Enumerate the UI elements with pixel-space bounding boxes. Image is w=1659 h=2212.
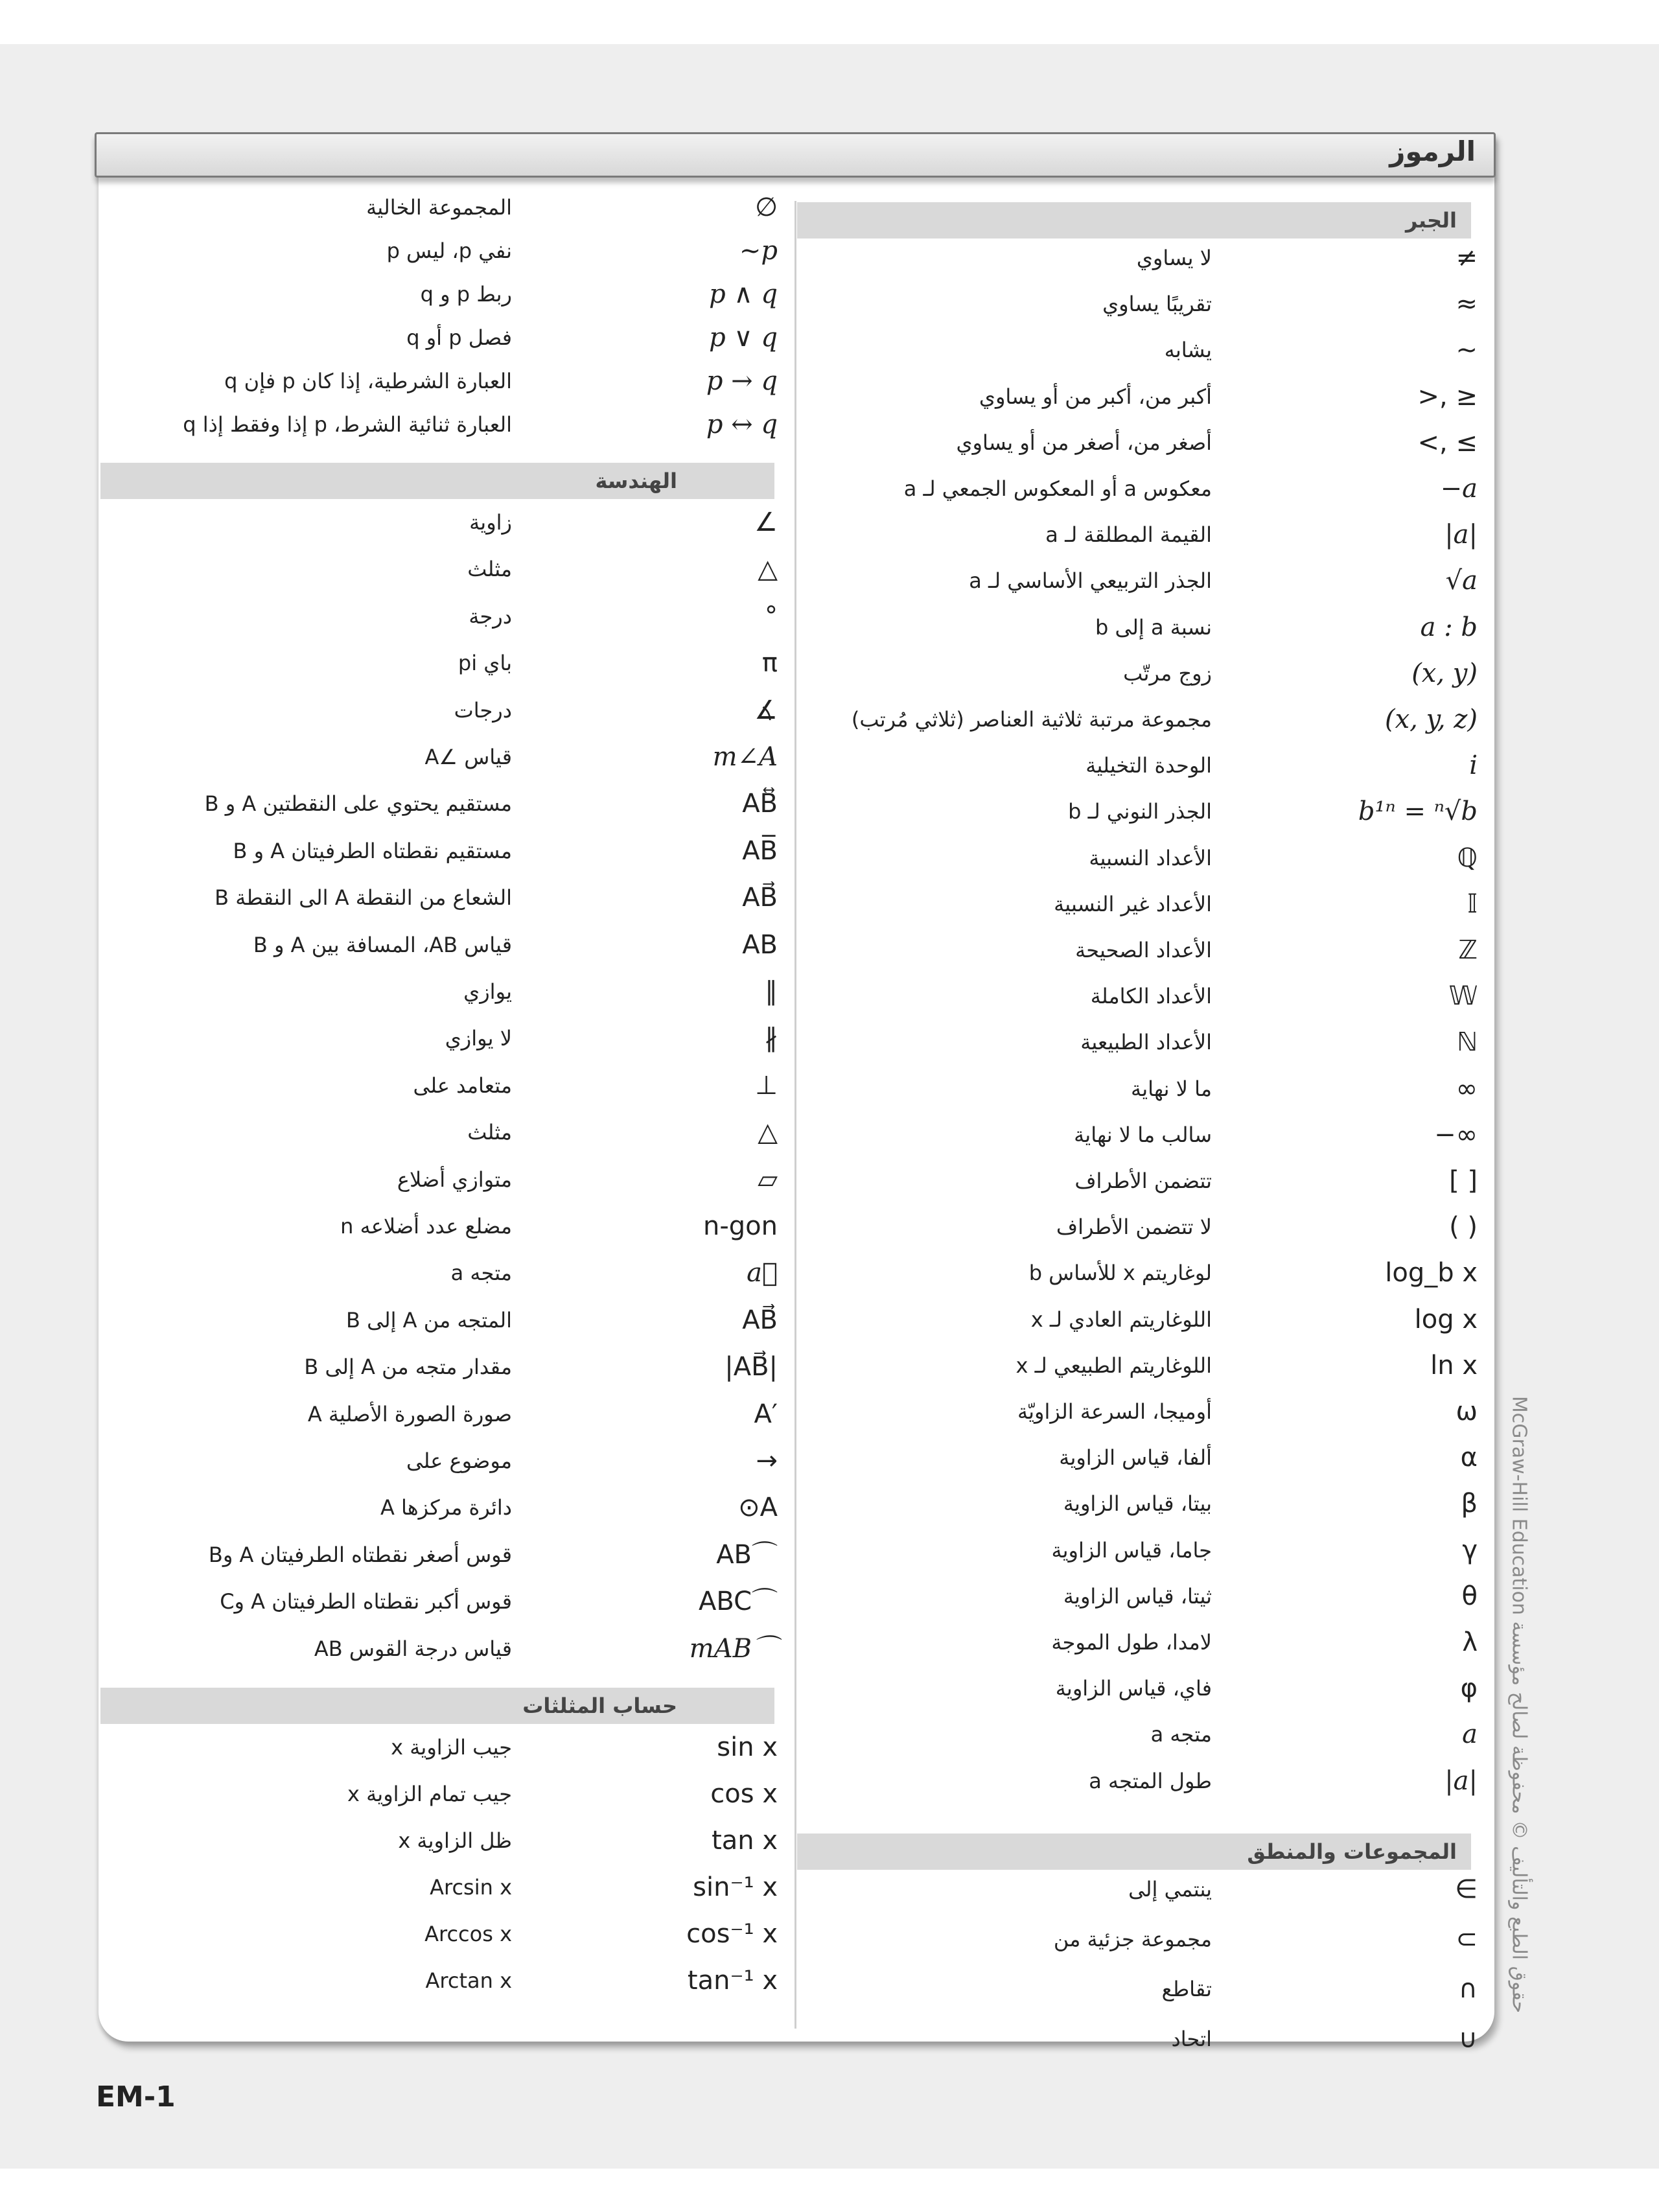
symbol: p ↔ q bbox=[706, 410, 778, 439]
symbol: ~p bbox=[739, 236, 778, 266]
description: مجموعة مرتبة ثلاثية العناصر (ثلاثي مُرتب) bbox=[851, 707, 1212, 732]
symbol: tan⁻¹ x bbox=[687, 1966, 778, 1996]
symbol: ω bbox=[1456, 1397, 1478, 1426]
symbol: a : b bbox=[1420, 612, 1478, 642]
symbol: log_b x bbox=[1385, 1258, 1478, 1288]
symbol: √a bbox=[1445, 566, 1478, 596]
description: ما لا نهاية bbox=[1131, 1077, 1212, 1101]
description: تتضمن الأطراف bbox=[1074, 1169, 1212, 1193]
section-heading: الجبر bbox=[1405, 208, 1457, 233]
description: القيمة المطلقة لـ a bbox=[1045, 522, 1212, 547]
description: المتجه من A إلى B bbox=[346, 1308, 512, 1333]
section-heading: الهندسة bbox=[595, 469, 677, 493]
description: اللوغاريتم الطبيعي لـ x bbox=[1015, 1353, 1212, 1378]
description: مجموعة جزئية من bbox=[1053, 1927, 1212, 1951]
symbol: AB⃡ bbox=[742, 789, 778, 819]
description: الأعداد النسبية bbox=[1089, 846, 1212, 870]
description: قياس درجة القوس AB bbox=[314, 1636, 512, 1661]
description: قوس أصغر نقطتاه الطرفيتان A وB bbox=[208, 1543, 512, 1567]
symbol: ▱ bbox=[758, 1165, 778, 1194]
symbol: ∠ bbox=[754, 507, 778, 537]
symbol: β bbox=[1461, 1489, 1478, 1519]
symbol: ∅ bbox=[755, 192, 778, 222]
symbol: <, ≤ bbox=[1417, 428, 1478, 458]
description: ظل الزاوية x bbox=[398, 1828, 512, 1853]
symbol: |a| bbox=[1444, 520, 1478, 550]
symbol: a⃗ bbox=[747, 1258, 778, 1288]
symbol: △ bbox=[758, 554, 778, 584]
description: طول المتجه a bbox=[1089, 1769, 1212, 1793]
description: باي pi bbox=[458, 651, 512, 675]
symbol: ∈ bbox=[1455, 1874, 1478, 1904]
section-header bbox=[797, 202, 1471, 239]
description: الوحدة التخيلية bbox=[1085, 753, 1212, 778]
description: زاوية bbox=[469, 510, 512, 535]
symbol: ln x bbox=[1430, 1351, 1478, 1380]
title-bar bbox=[95, 132, 1496, 178]
symbol: [ ] bbox=[1449, 1166, 1478, 1196]
symbol: ⊥ bbox=[755, 1071, 778, 1100]
symbol: AB̅ bbox=[742, 836, 778, 866]
description: فاي، قياس الزاوية bbox=[1055, 1676, 1212, 1701]
description: Arccos x bbox=[424, 1922, 512, 1946]
description: معكوس a أو المعكوس الجمعي لـ a bbox=[903, 476, 1212, 501]
description: درجة bbox=[469, 604, 512, 629]
symbol: ℤ bbox=[1458, 935, 1478, 965]
symbol: |a| bbox=[1444, 1766, 1478, 1796]
symbol: i bbox=[1469, 751, 1478, 780]
symbol: A′ bbox=[754, 1399, 778, 1429]
description: يوازي bbox=[463, 979, 512, 1004]
copyright-text: حقوق الطبع والتأليف © محفوظة لصالح مؤسسة McGraw-Hill Education bbox=[1507, 1395, 1531, 2014]
description: تقاطع bbox=[1161, 1977, 1212, 2001]
symbol: n-gon bbox=[703, 1211, 778, 1241]
description: سالب ما لا نهاية bbox=[1074, 1123, 1212, 1147]
description: لا تتضمن الأطراف bbox=[1056, 1215, 1212, 1239]
symbol: sin⁻¹ x bbox=[693, 1872, 778, 1902]
description: Arcsin x bbox=[430, 1875, 512, 1900]
symbol: AB bbox=[742, 930, 778, 960]
symbol: b¹ⁿ = ⁿ√b bbox=[1358, 797, 1478, 826]
description: ربط p و q bbox=[420, 282, 512, 307]
description: أوميجا، السرعة الزاويّة bbox=[1017, 1399, 1212, 1424]
symbol: ~ bbox=[1456, 335, 1478, 365]
symbol: p → q bbox=[706, 366, 778, 396]
description: متوازي أضلاع bbox=[397, 1167, 512, 1192]
page-number: EM-1 bbox=[96, 2080, 176, 2113]
symbol: ℚ bbox=[1457, 843, 1478, 873]
description: مثلث bbox=[467, 1120, 512, 1145]
symbol: (x, y, z) bbox=[1385, 704, 1478, 734]
description: صورة الصورة الأصلية A bbox=[307, 1402, 512, 1426]
symbol: AB⃗ bbox=[742, 1305, 778, 1335]
description: ثيتا، قياس الزاوية bbox=[1063, 1584, 1212, 1609]
symbol: 𝕀 bbox=[1467, 889, 1478, 919]
symbol: ∞ bbox=[1456, 1074, 1478, 1104]
section-header bbox=[100, 463, 774, 499]
description: يشابه bbox=[1164, 338, 1212, 362]
symbol: ∥ bbox=[765, 977, 778, 1007]
description: أكبر من، أكبر من أو يساوي bbox=[979, 384, 1212, 409]
symbol: log x bbox=[1414, 1305, 1478, 1334]
description: جاما، قياس الزاوية bbox=[1051, 1538, 1212, 1563]
top-band bbox=[0, 0, 1659, 44]
symbol: ° bbox=[765, 601, 778, 631]
description: قياس ∠A bbox=[424, 745, 512, 769]
symbol: π bbox=[761, 648, 778, 678]
description: الجذر التربيعي الأساسي لـ a bbox=[969, 568, 1212, 593]
symbol: ≠ bbox=[1456, 243, 1478, 273]
description: ينتمي إلى bbox=[1128, 1877, 1212, 1902]
symbol: ℕ bbox=[1456, 1027, 1478, 1057]
section-header bbox=[100, 1688, 774, 1724]
section-heading: المجموعات والمنطق bbox=[1247, 1839, 1457, 1864]
description: تقريبًا يساوي bbox=[1102, 292, 1212, 316]
symbol: ∩ bbox=[1458, 1974, 1478, 2004]
description: أصغر من، أصغر من أو يساوي bbox=[956, 430, 1212, 455]
description: متعامد على bbox=[413, 1073, 512, 1098]
symbol: λ bbox=[1462, 1627, 1478, 1657]
description: Arctan x bbox=[425, 1968, 512, 1993]
description: المجموعة الخالية bbox=[366, 195, 512, 220]
description: موضوع على bbox=[406, 1449, 512, 1473]
description: مضلع عدد أضلاعه n bbox=[340, 1214, 512, 1239]
section-header bbox=[797, 1834, 1471, 1870]
symbol: p ∧ q bbox=[709, 279, 778, 309]
symbol: ⊙A bbox=[738, 1493, 778, 1522]
symbol: γ bbox=[1462, 1535, 1478, 1565]
symbol: → bbox=[756, 1446, 778, 1476]
symbol: m∠A bbox=[712, 742, 778, 772]
symbol: ≈ bbox=[1456, 289, 1478, 319]
symbol: ∦ bbox=[765, 1023, 778, 1053]
page-title: الرموز bbox=[1389, 135, 1476, 167]
description: الجذر النوني لـ b bbox=[1068, 799, 1212, 824]
description: لا يساوي bbox=[1136, 246, 1212, 270]
description: الأعداد الطبيعية bbox=[1080, 1030, 1212, 1054]
description: متجه a bbox=[450, 1261, 512, 1285]
description: دائرة مركزها A bbox=[380, 1495, 512, 1520]
description: الأعداد الصحيحة bbox=[1075, 938, 1212, 962]
description: بيتا، قياس الزاوية bbox=[1063, 1491, 1212, 1516]
symbol: AB⌒ bbox=[716, 1540, 778, 1570]
description: فصل p أو q bbox=[406, 325, 512, 350]
symbol: ( ) bbox=[1449, 1212, 1478, 1242]
symbol: a bbox=[1462, 1719, 1478, 1749]
symbol: −∞ bbox=[1434, 1120, 1478, 1150]
symbol: cos x bbox=[710, 1779, 778, 1809]
symbol: α bbox=[1460, 1443, 1478, 1473]
symbol: 𝕎 bbox=[1448, 981, 1478, 1011]
symbol: ABC⌒ bbox=[698, 1587, 778, 1616]
description: اللوغاريتم العادي لـ x bbox=[1030, 1307, 1212, 1332]
symbol: ⊂ bbox=[1456, 1924, 1478, 1954]
description: الأعداد غير النسبية bbox=[1054, 892, 1212, 916]
description: قياس AB، المسافة بين A و B bbox=[253, 933, 512, 957]
section-heading: حساب المثلثات bbox=[522, 1694, 677, 1718]
symbol: >, ≥ bbox=[1417, 382, 1478, 412]
symbol: θ bbox=[1461, 1581, 1478, 1611]
description: اتحاد bbox=[1171, 2027, 1212, 2051]
description: نفي p، ليس p bbox=[386, 239, 512, 263]
description: الشعاع من النقطة A الى النقطة B bbox=[215, 885, 512, 910]
description: متجه a bbox=[1150, 1722, 1212, 1747]
symbol: (x, y) bbox=[1411, 658, 1478, 688]
description: نسبة a إلى b bbox=[1095, 615, 1212, 640]
symbol: cos⁻¹ x bbox=[686, 1919, 778, 1949]
description: جيب تمام الزاوية x bbox=[347, 1782, 512, 1806]
symbol: AB⃗ bbox=[742, 883, 778, 913]
description: مستقيم يحتوي على النقطتين A و B bbox=[204, 791, 512, 816]
description: الأعداد الكاملة bbox=[1090, 984, 1212, 1008]
symbol: ∡ bbox=[754, 695, 778, 725]
description: لوغاريتم x للأساس b bbox=[1028, 1261, 1212, 1285]
copyright-sidebar bbox=[1502, 1393, 1536, 2016]
symbol: sin x bbox=[717, 1732, 778, 1762]
description: درجات bbox=[454, 698, 512, 723]
description: لا يوازي bbox=[445, 1026, 512, 1051]
description: جيب الزاوية x bbox=[391, 1735, 512, 1760]
description: مستقيم نقطتاه الطرفيتان A و B bbox=[233, 839, 512, 863]
description: مثلث bbox=[467, 557, 512, 581]
description: العبارة ثنائية الشرط، p إذا وفقط إذا q bbox=[183, 412, 512, 437]
symbol: p ∨ q bbox=[709, 323, 778, 353]
description: زوج مرتّب bbox=[1123, 661, 1212, 686]
description: مقدار متجه من A إلى B bbox=[304, 1355, 512, 1379]
symbol: ∪ bbox=[1458, 2024, 1478, 2054]
symbol: φ bbox=[1460, 1673, 1478, 1703]
description: قوس أكبر نقطتاه الطرفيتان A وC bbox=[220, 1589, 512, 1614]
column-divider bbox=[795, 201, 796, 2029]
description: العبارة الشرطية، إذا كان p فإن q bbox=[224, 369, 512, 393]
description: ألفا، قياس الزاوية bbox=[1059, 1445, 1212, 1470]
description: لامدا، طول الموجة bbox=[1051, 1630, 1212, 1655]
symbol: △ bbox=[758, 1117, 778, 1147]
symbol: −a bbox=[1440, 474, 1478, 504]
symbol: mAB⌒ bbox=[689, 1634, 778, 1664]
symbol: |AB⃗| bbox=[725, 1352, 778, 1382]
symbol: tan x bbox=[712, 1826, 778, 1856]
